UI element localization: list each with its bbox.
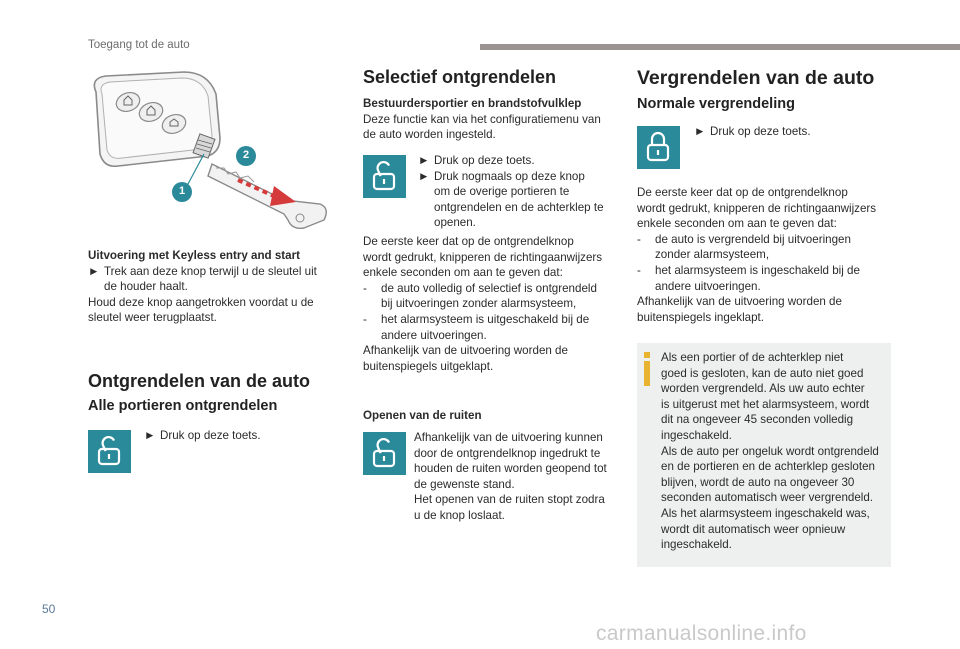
selective-unlock-title: Selectief ontgrendelen [363, 67, 557, 87]
section-title: Toegang tot de auto [88, 39, 190, 51]
locked-padlock-icon [637, 126, 680, 169]
lock-button-icon [637, 126, 680, 169]
unlock-button-icon [88, 430, 131, 473]
keyless-heading: Uitvoering met Keyless entry and start [88, 249, 300, 262]
windows-unlock-icon [363, 432, 406, 475]
info-icon [644, 352, 650, 386]
header-bar [480, 44, 960, 50]
info-note-text: Als een portier of de achterklep niet goed is gesloten, kan de auto niet goed worden vergrendeld. Als uw auto echter is uitgerust met het alarmsysteem, wordt dit na ongeveer 45 seconden volledig ingeschakeld. Als de auto per ongeluk wordt ontgrendeld en de portieren en de achterklep gesloten blijven, wordt de auto na ongeveer 30 seconden automatisch weer vergrendeld. Als het alarmsysteem ingeschakeld was, wordt dit automatisch weer opnieuw ingeschakeld. [661, 351, 879, 552]
lock-explanation: De eerste keer dat op de ontgrendelknop wordt gedrukt, knipperen de richtingaanwijzers enkele seconden om aan te geven dat: - de auto is vergrendeld bij uitvoeringen zonder alarmsysteem, - het alarmsysteem is ingeschakeld bij de andere uitvoeringen. Afhankelijk van de uitvoering worden de buitenspiegels ingeklapt. [637, 186, 877, 324]
page-number: 50 [42, 602, 56, 616]
unlock-title: Ontgrendelen van de auto [88, 371, 311, 391]
watermark: carmanualsonline.info [596, 622, 807, 645]
unlocked-padlock-icon [363, 432, 406, 475]
arrow-bullet-icon: ► [88, 264, 100, 278]
callout-1: 1 [178, 185, 186, 197]
key-fob-icon [88, 68, 333, 236]
keyless-block: Uitvoering met Keyless entry and start ► Trek aan deze knop terwijl u de sleutel uit de houder haalt. Houd deze knop aangetrokken voordat u de sleutel weer terugplaatst. [88, 248, 338, 326]
arrow-bullet-icon: ► [144, 429, 156, 442]
all-doors-bullet: ► Druk op deze toets. [144, 429, 261, 442]
unlocked-padlock-icon [88, 430, 131, 473]
normal-lock-title: Normale vergrendeling [637, 96, 795, 112]
selective-bullets: ► Druk op deze toets. ► Druk nogmaals op deze knop om de overige portieren te ontgrendelen en de achterklep te openen. [418, 154, 604, 230]
callout-2: 2 [242, 149, 250, 161]
arrow-bullet-icon: ► [418, 169, 430, 183]
windows-heading: Openen van de ruiten [363, 409, 482, 422]
selective-intro: Bestuurdersportier en brandstofvulklep Deze functie kan via het configuratiemenu van de auto worden ingesteld. [363, 97, 601, 142]
arrow-bullet-icon: ► [418, 154, 430, 167]
selective-unlock-icon [363, 155, 406, 198]
all-doors-title: Alle portieren ontgrendelen [88, 398, 278, 414]
windows-text: Afhankelijk van de uitvoering kunnen door de ontgrendelknop ingedrukt te houden de ruiten worden geopend tot de gewenste stand. Het openen van de ruiten stopt zodra u de knop loslaat. [414, 431, 607, 522]
keyless-bullet: ► Trek aan deze knop terwijl u de sleutel uit de houder haalt. [88, 264, 317, 294]
lock-title: Vergrendelen van de auto [637, 67, 875, 89]
unlocked-padlock-icon [363, 155, 406, 198]
key-illustration [88, 68, 333, 236]
selective-explanation: De eerste keer dat op de ontgrendelknop wordt gedrukt, knipperen de richtingaanwijzers enkele seconden om aan te geven dat: - de auto volledig of selectief is ontgrendeld bij uitvoeringen zonder alarmsysteem, - het alarmsysteem is uitgeschakeld bij de andere uitvoeringen. Afhankelijk van de uitvoering worden de buitenspiegels uitgeklapt. [363, 235, 603, 373]
arrow-bullet-icon: ► [694, 125, 706, 138]
lock-bullet: ► Druk op deze toets. [694, 125, 811, 138]
